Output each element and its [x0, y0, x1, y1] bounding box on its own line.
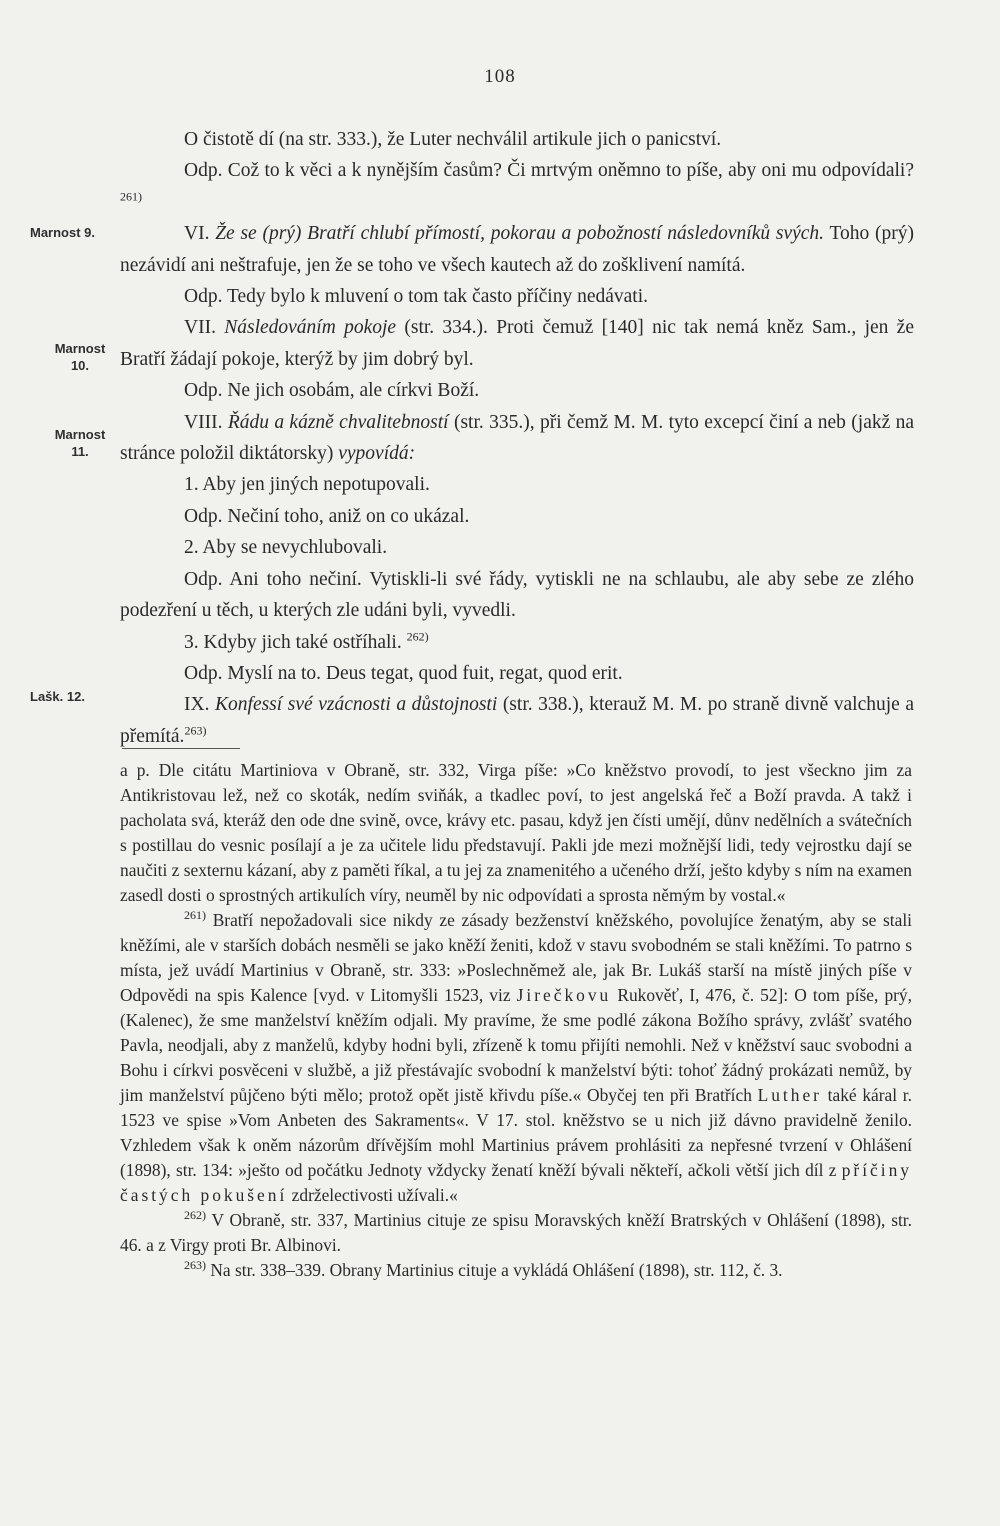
paragraph: [120, 155, 914, 218]
footnote-spaced-text: Jirečkovu: [516, 985, 612, 1005]
margin-note-marnost-9: Marnost 9.: [30, 225, 96, 240]
margin-note-number: 11.: [71, 444, 89, 459]
page-number: 108: [484, 66, 516, 87]
footnote: [120, 1208, 912, 1258]
footnote-text: Rukověť, I, 476, č. 52]: O tom píše, prý, (Kalenec), že sme manželství kněžím odjali. My pravíme, že sme podlé zákona Božího správy, zvlášť svatého Pavla, neodjali, aby z manželů, kdyby hodni byli, zřízeně k tomu přijíti nemohli. Než v kněžství sauc svobodni a Bohu i církvi posvěceni v službě, a již přestávajíc svobodní k manželství býti: tohoť žádný prokázati nemůž, by jim manželství půjčeno býti mělo; protož opět jistě křivdu píše.« Obyčej ten při Bratřích: [120, 985, 912, 1105]
footnote-ref: 262): [406, 629, 429, 643]
margin-note-number: 10.: [70, 358, 90, 373]
section-number: IX.: [184, 694, 210, 716]
section-number: VI.: [184, 223, 210, 245]
footnote-mark: 262): [184, 1208, 206, 1223]
paragraph-text: 3. Kdyby jich také ostříhali.: [184, 631, 402, 653]
footnote: [120, 1258, 912, 1283]
paragraph: Odp. Ani toho nečiní. Vytiskli-li své řády, vytiskli ne na schlaubu, ale aby sebe ze zlého podezření u těch, u kterých zle udáni byli, vyvedli.: [120, 568, 914, 622]
paragraph: [120, 407, 914, 470]
section-number: VIII.: [184, 411, 223, 433]
paragraph: Odp. Nečiní toho, aniž on co ukázal.: [184, 505, 470, 527]
paragraph: 2. Aby se nevychlubovali.: [184, 537, 388, 559]
margin-note-label: Marnost: [54, 427, 106, 442]
paragraph: 1. Aby jen jiných nepotupovali.: [184, 474, 430, 496]
main-text: [120, 124, 914, 752]
footnote-ref: 261): [120, 189, 142, 204]
section-number: VII.: [184, 317, 216, 339]
paragraph: [120, 689, 914, 752]
margin-note-label: Marnost: [54, 341, 106, 356]
margin-note-lask-12: Lašk. 12.: [30, 689, 85, 704]
footnote-spaced-text: Luther: [757, 1085, 822, 1105]
footnote-text: Na str. 338–339. Obrany Martinius cituje a vykládá Ohlášení (1898), str. 112, č. 3.: [210, 1260, 783, 1280]
paragraph: Odp. Myslí na to. Deus tegat, quod fuit, regat, quod erit.: [184, 662, 623, 684]
footnote-ref: 263): [184, 723, 207, 738]
section-heading: Konfessí své vzácnosti a důstojnosti: [215, 694, 498, 716]
footnote: [120, 908, 912, 1208]
paragraph-text: (str. 335.), při čemž M. M. tyto excepcí činí a neb (jakž na stránce položil diktátorsky): [120, 411, 915, 465]
paragraph-text-italic: vypovídá:: [338, 443, 416, 465]
paragraph: O čistotě dí (na str. 333.), že Luter nechválil artikule jich o panicství.: [184, 129, 722, 150]
footnote-text: V Obraně, str. 337, Martinius cituje ze spisu Moravských kněží Bratrských v Ohlášení (1898), str. 46. a z Virgy proti Br. Albinovi.: [120, 1210, 912, 1255]
paragraph-text: (str. 338.), kterauž M. M. po straně divně valchuje a přemítá.: [120, 694, 915, 747]
footnote-divider: [122, 748, 240, 749]
section-heading: Následováním pokoje: [224, 317, 397, 339]
margin-note-marnost-11: [34, 426, 126, 460]
paragraph-text: Toho (prý) nezávidí ani neštrafuje, jen že se toho ve všech kautech až do zošklivení namítá.: [120, 223, 914, 276]
paragraph: [120, 218, 914, 281]
paragraph: [120, 627, 914, 658]
margin-note-marnost-10: [34, 340, 126, 374]
section-heading: Řádu a kázně chvalitebností: [227, 411, 449, 433]
paragraph-text: Odp. Což to k věci a k nynějším časům? Či mrtvým oněmno to píše, aby oni mu odpovídali?: [184, 160, 914, 182]
footnote-mark: 263): [184, 1258, 206, 1273]
paragraph: Odp. Tedy bylo k mluvení o tom tak často příčiny nedávati.: [184, 286, 649, 308]
footnote-mark: 261): [184, 908, 206, 923]
footnote-text: Bratří nepožadovali sice nikdy ze zásady bezženství kněžského, povolujíce ženatým, aby se stali kněžími, ale v starších dobách nesměli se jako kněží ženiti, kdož v stavu svobodném se stali kněžími. To patrno s místa, jež uvádí Martinius v Obraně, str. 333: »Poslechněmež ale, jak Br. Lukáš starší na místě jiných píše v Odpovědi na spis Kalence [vyd. v Litomyšli 1523, viz: [120, 910, 912, 1005]
footnote-spaced-text: příčiny častých pokušení: [120, 1160, 912, 1205]
footnote-text: také káral r. 1523 ve spise »Vom Anbeten des Sakraments«. V 17. stol. kněžstvo se u nich již dávno pravidelně ženilo. Vzhledem však k oněm názorům dřívějším mohl Martinius právem prohlásiti za nepřesné tvrzení v Ohlášení (1898), str. 134: »ješto od počátku Jednoty vždycky ženatí kněží bývali někteří, ačkoli větší jich díl z: [120, 1085, 912, 1180]
section-heading: Že se (prý) Bratří chlubí přímostí, pokorau a pobožností následovníků svých.: [215, 223, 825, 245]
footnote-text: zdrželectivosti užívali.«: [291, 1185, 458, 1205]
footnotes: [120, 758, 912, 1283]
footnote: a p. Dle citátu Martiniova v Obraně, str. 332, Virga píše: »Co kněžstvo provodí, to jest všeckno jim za Antikristovau lež, než co skoták, nedím sviňák, a tkadlec poví, to jest angelská řeč a Boží pravda. A takž i pacholata svá, kteráž den ode dne svině, ovce, krávy etc. pasau, když jen čísti umějí, důnv nedělních a svátečních s postillau do vesnic posílají a je za učitele lidu představují. Pakli jde mezi možnější lidi, tedy vejrostku dají se naučiti z sexternu kázaní, aby z paměti říkal, a tu jej za znamenitého a učeného drží, ješto kdyby s ním na examen zasedl dosti o sprostných artikulích víry, neuměl by nic odpovídati a sprosta němým by vostal.«: [120, 760, 912, 905]
paragraph: [120, 312, 914, 375]
paragraph: Odp. Ne jich osobám, ale církvi Boží.: [184, 380, 480, 402]
paragraph-text: (str. 334.). Proti čemuž [140] nic tak nemá kněz Sam., jen že Bratří žádají pokoje, kterýž by jim dobrý byl.: [120, 317, 914, 370]
